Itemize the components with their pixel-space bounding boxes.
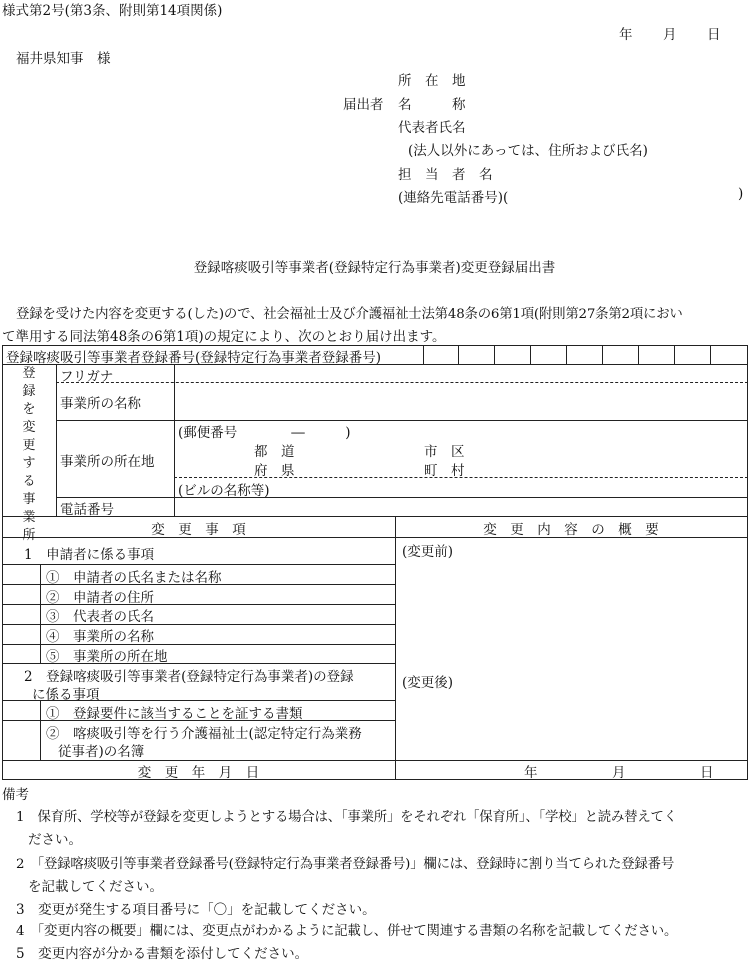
- addressee: 福井県知事 様: [16, 51, 111, 67]
- office-vertical-label: 登 録 を 変 更 す る 事 業 所: [22, 366, 36, 543]
- address-label: 所 在 地: [398, 73, 466, 89]
- item-2-2: ② 喀痰吸引等を行う介護福祉士(認定特定行為業務: [46, 726, 362, 742]
- registration-number-label: 登録喀痰吸引等事業者登録番号(登録特定行為事業者登録番号): [6, 350, 382, 366]
- section-1-label: 1 申請者に係る事項: [24, 547, 155, 563]
- furigana-label: フリガナ: [60, 369, 114, 385]
- header-year: 年: [619, 27, 633, 43]
- note-1-line-1: 1 保育所、学校等が登録を変更しようとする場合は、「事業所」をそれぞれ「保育所」、「学校」と読み替えてく: [16, 810, 677, 825]
- representative-label: 代表者氏名: [398, 120, 466, 136]
- fuken-label: 府 県: [254, 463, 295, 479]
- before-label: (変更前): [402, 544, 454, 560]
- document-title: 登録喀痰吸引等事業者(登録特定行為事業者)変更登録届出書: [193, 260, 556, 276]
- item-1-4: ④ 事業所の名称: [46, 629, 154, 645]
- change-date-year: 年: [524, 765, 538, 781]
- note-3: 3 変更が発生する項目番号に「〇」を記載してください。: [16, 902, 376, 918]
- header-month: 月: [663, 27, 677, 43]
- change-items-header: 変 更 事 項: [151, 522, 246, 538]
- item-1-2: ② 申請者の住所: [46, 590, 154, 606]
- office-address-label: 事業所の所在地: [60, 454, 155, 470]
- representative-note: (法人以外にあっては、住所および氏名): [408, 143, 648, 159]
- intro-line-2: て準用する同法第48条の6第1項)の規定により、次のとおり届け出ます。: [2, 329, 446, 345]
- contact-label: 担 当 者 名: [398, 167, 493, 183]
- item-1-5: ⑤ 事業所の所在地: [46, 649, 168, 665]
- change-summary-header: 変 更 内 容 の 概 要: [483, 522, 659, 538]
- note-2-line-1: 2 「登録喀痰吸引等事業者登録番号(登録特定行為事業者登録番号)」欄には、登録時に割り当てられた登録番号: [16, 857, 675, 872]
- after-label: (変更後): [402, 675, 454, 691]
- building-name-label: (ビルの名称等): [178, 483, 270, 499]
- notifier-heading: 届出者: [343, 97, 384, 113]
- change-date-day: 日: [700, 765, 714, 781]
- form-label: 様式第2号(第3条、附則第14項関係): [2, 3, 223, 19]
- notes-heading: 備考: [2, 787, 29, 803]
- name-label: 名 称: [398, 97, 466, 113]
- postal-code-label: (郵便番号 ― ): [178, 425, 351, 441]
- item-1-1: ① 申請者の氏名または名称: [46, 570, 222, 586]
- shiku-label: 市 区: [424, 444, 465, 460]
- item-2-2-continued: 従事者)の名簿: [58, 744, 145, 760]
- note-5: 5 変更内容が分かる書類を添付してください。: [16, 946, 309, 962]
- header-day: 日: [707, 27, 721, 43]
- phone-label: (連絡先電話番号)(: [398, 190, 509, 206]
- todo-label: 都 道: [254, 444, 295, 460]
- note-2-line-2: を記載してください。: [28, 879, 163, 895]
- section-2-line-1: 2 登録喀痰吸引等事業者(登録特定行為事業者)の登録: [24, 669, 354, 685]
- change-date-label: 変 更 年 月 日: [137, 765, 260, 781]
- chouson-label: 町 村: [424, 463, 465, 479]
- section-2-line-2: に係る事項: [32, 687, 100, 703]
- note-1-line-2: ださい。: [28, 832, 82, 848]
- phone-number-label: 電話番号: [60, 502, 114, 518]
- item-1-3: ③ 代表者の氏名: [46, 609, 154, 625]
- note-4: 4 「変更内容の概要」欄には、変更点がわかるように記載し、併せて関連する書類の名称を記載してください。: [16, 924, 678, 939]
- intro-line-1: 登録を受けた内容を変更する(した)ので、社会福祉士及び介護福祉士法第48条の6第1項(附則第27条第2項におい: [16, 307, 683, 322]
- phone-close: ): [738, 186, 744, 202]
- office-name-label: 事業所の名称: [60, 396, 141, 412]
- item-2-1: ① 登録要件に該当することを証する書類: [46, 706, 303, 722]
- change-date-month: 月: [612, 765, 626, 781]
